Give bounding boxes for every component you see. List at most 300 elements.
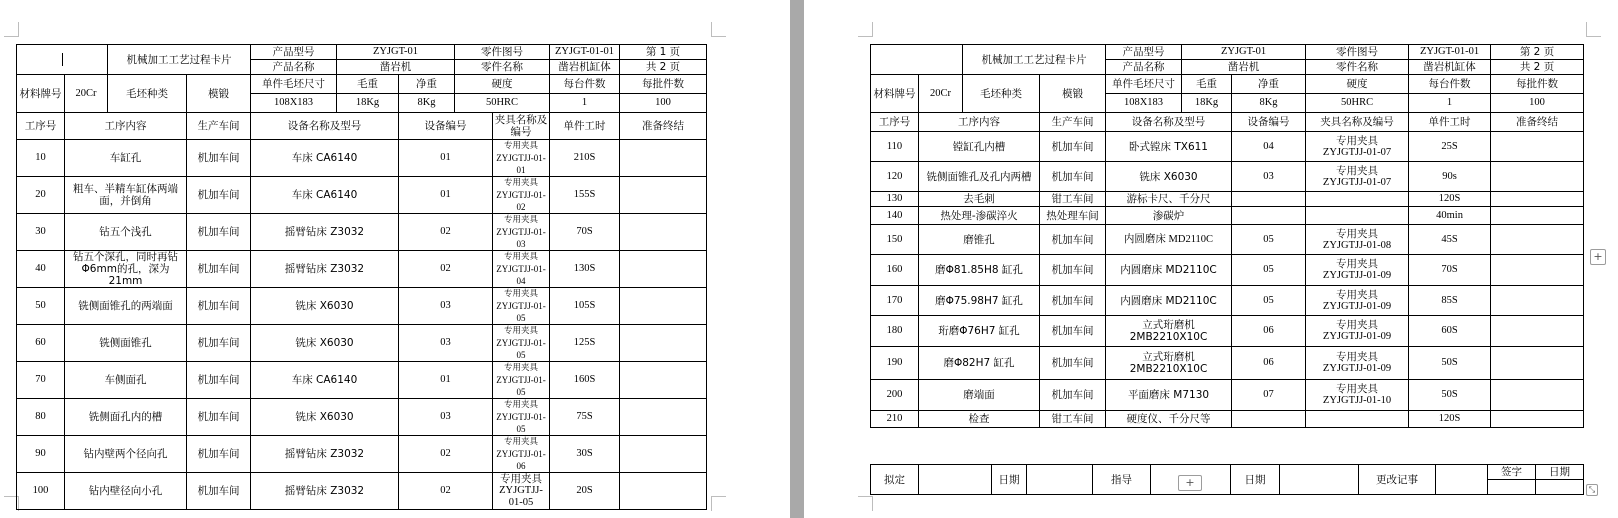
op-fixture (493, 251, 550, 288)
op-fixture (493, 140, 550, 177)
op-fixture (493, 177, 550, 214)
op-shop: 钳工车间 (1040, 411, 1106, 428)
op-equipment-no (1232, 207, 1306, 225)
hardness: 50HRC (455, 94, 550, 113)
table-row (871, 347, 1584, 380)
op-equipment-no: 05 (1232, 286, 1306, 316)
fixture-type: 专用夹具 (1336, 288, 1379, 301)
fixture-type: 专用夹具 (503, 437, 538, 447)
op-content: 铣侧面锥孔及孔内两槽 (919, 162, 1040, 192)
op-content: 钻五个浅孔 (65, 214, 187, 251)
page-number: 第 2 页 (1491, 45, 1584, 60)
blank-size: 108X183 (1106, 94, 1182, 113)
op-no: 120 (871, 162, 919, 192)
op-no: 60 (17, 325, 65, 362)
op-shop: 机加车间 (1040, 286, 1106, 316)
op-prep-time (620, 177, 707, 214)
table-row (17, 325, 707, 362)
table-row (871, 162, 1584, 192)
product-name-label: 产品名称 (251, 60, 337, 75)
op-no: 100 (17, 473, 65, 510)
op-fixture (493, 325, 550, 362)
op-equipment: 渗碳炉 (1106, 207, 1232, 225)
fixture-type: 专用夹具 (1336, 351, 1379, 363)
op-equipment-no: 01 (399, 140, 493, 177)
op-prep-time (1491, 162, 1584, 192)
op-prep-time (1491, 316, 1584, 347)
header-unit-time: 单件工时 (1409, 113, 1491, 132)
material-label: 材料牌号 (871, 75, 919, 113)
material: 20Cr (919, 75, 963, 113)
op-equipment: 立式珩磨机 2MB2210X10C (1106, 316, 1232, 347)
blank-type-label: 毛坯种类 (963, 75, 1040, 113)
table-row (871, 316, 1584, 347)
op-equipment: 铣床 X6030 (251, 399, 399, 436)
resize-handle-icon[interactable]: ⤡ (1586, 484, 1598, 496)
op-fixture (1306, 132, 1409, 162)
op-unit-time: 155S (550, 177, 620, 214)
op-shop: 机加车间 (187, 362, 251, 399)
per-batch: 100 (1491, 94, 1584, 113)
header-op-no: 工序号 (17, 113, 65, 140)
op-equipment-no: 06 (1232, 316, 1306, 347)
op-shop: 机加车间 (1040, 255, 1106, 286)
op-equipment: 摇臂钻床 Z3032 (251, 214, 399, 251)
header-op-content: 工序内容 (919, 113, 1040, 132)
op-prep-time (1491, 286, 1584, 316)
op-shop: 机加车间 (1040, 380, 1106, 411)
net-weight-label: 净重 (1232, 75, 1306, 94)
op-shop: 机加车间 (1040, 225, 1106, 255)
fixture-type: 专用夹具 (503, 400, 538, 410)
fixture-type: 专用夹具 (503, 289, 538, 299)
op-shop: 机加车间 (187, 140, 251, 177)
fixture-code: ZYJGTJJ-01-02 (496, 190, 546, 212)
op-fixture (1306, 225, 1409, 255)
op-equipment-no: 01 (399, 177, 493, 214)
op-content: 检查 (919, 411, 1040, 428)
fixture-type: 专用夹具 (503, 178, 538, 188)
op-equipment: 内圆磨床 MD2110C (1106, 286, 1232, 316)
add-row-icon[interactable]: + (1178, 475, 1202, 491)
fixture-code: ZYJGTJJ-01-05 (496, 412, 546, 434)
op-no: 40 (17, 251, 65, 288)
op-equipment: 内圆磨床 MD2110C (1106, 225, 1232, 255)
text-cursor (62, 53, 63, 66)
op-shop: 机加车间 (187, 399, 251, 436)
guide-label: 指导 (1093, 465, 1151, 495)
page-total: 共 2 页 (620, 60, 707, 75)
change-log-value[interactable] (1436, 465, 1488, 495)
table-row (871, 132, 1584, 162)
op-content: 磨锥孔 (919, 225, 1040, 255)
fixture-code: ZYJGTJJ-01-07 (1322, 176, 1392, 188)
change-log-label: 更改记事 (1359, 465, 1436, 495)
op-equipment-no: 02 (399, 436, 493, 473)
fixture-type: 专用夹具 (1336, 164, 1379, 177)
logo-cell[interactable] (871, 45, 963, 75)
fixture-type: 专用夹具 (1336, 258, 1379, 270)
gross-weight: 18Kg (1182, 94, 1232, 113)
date-label: 日期 (1231, 465, 1280, 495)
op-prep-time (620, 473, 707, 510)
op-content: 磨端面 (919, 380, 1040, 411)
op-equipment-no: 04 (1232, 132, 1306, 162)
per-batch: 100 (620, 94, 707, 113)
op-unit-time: 45S (1409, 225, 1491, 255)
op-equipment-no: 02 (399, 251, 493, 288)
logo-cell[interactable] (17, 45, 108, 75)
fixture-type: 专用夹具 (503, 215, 538, 225)
fixture-code: ZYJGTJJ-01-05 (496, 301, 546, 323)
op-unit-time: 105S (550, 288, 620, 325)
material: 20Cr (65, 75, 108, 113)
op-no: 110 (871, 132, 919, 162)
table-row (871, 255, 1584, 286)
op-equipment-no: 03 (399, 288, 493, 325)
op-fixture (1306, 162, 1409, 192)
date-label: 日期 (1536, 465, 1584, 480)
product-model: ZYJGT-01 (1182, 45, 1306, 60)
product-name-label: 产品名称 (1106, 60, 1182, 75)
header-equipment: 设备名称及型号 (1106, 113, 1232, 132)
op-fixture (1306, 207, 1409, 225)
op-unit-time: 70S (1409, 255, 1491, 286)
op-equipment-no: 05 (1232, 225, 1306, 255)
op-equipment-no (1232, 411, 1306, 428)
op-prep-time (1491, 192, 1584, 207)
op-no: 50 (17, 288, 65, 325)
header-fixture: 夹具名称及编号 (1306, 113, 1409, 132)
op-no: 140 (871, 207, 919, 225)
op-equipment-no (1232, 192, 1306, 207)
table-row (17, 362, 707, 399)
blank-type: 模锻 (1040, 75, 1106, 113)
op-content: 去毛刺 (919, 192, 1040, 207)
gross-weight: 18Kg (337, 94, 399, 113)
op-equipment-no: 07 (1232, 380, 1306, 411)
op-unit-time: 160S (550, 362, 620, 399)
op-fixture (1306, 255, 1409, 286)
op-unit-time: 70S (550, 214, 620, 251)
op-equipment: 硬度仪、千分尺等 (1106, 411, 1232, 428)
part-name: 凿岩机缸体 (1409, 60, 1491, 75)
op-equipment: 摇臂钻床 Z3032 (251, 251, 399, 288)
op-prep-time (1491, 411, 1584, 428)
op-unit-time: 50S (1409, 380, 1491, 411)
signoff-row (870, 464, 1584, 495)
crop-mark (858, 22, 873, 37)
crop-mark (711, 496, 726, 511)
op-fixture (493, 399, 550, 436)
product-model: ZYJGT-01 (337, 45, 455, 60)
op-content: 车侧面孔 (65, 362, 187, 399)
op-content: 铣侧面孔内的槽 (65, 399, 187, 436)
fixture-code: ZYJGTJJ-01-03 (496, 227, 546, 249)
op-shop: 热处理车间 (1040, 207, 1106, 225)
fixture-type: 专用夹具 (1336, 134, 1379, 147)
card-title: 机械加工工艺过程卡片 (108, 45, 251, 75)
card-title: 机械加工工艺过程卡片 (963, 45, 1106, 75)
material-label: 材料牌号 (17, 75, 65, 113)
table-row (871, 411, 1584, 428)
fixture-code: ZYJGTJJ-01-05 (496, 338, 546, 360)
op-equipment-no: 03 (1232, 162, 1306, 192)
page-total: 共 2 页 (1491, 60, 1584, 75)
fixture-type: 专用夹具 (1336, 383, 1379, 395)
table-row (17, 177, 707, 214)
hardness: 50HRC (1306, 94, 1409, 113)
op-prep-time (1491, 380, 1584, 411)
sign-date-value[interactable] (1536, 480, 1584, 495)
op-no: 130 (871, 192, 919, 207)
header-prep-time: 准备终结 (1491, 113, 1584, 132)
blank-size: 108X183 (251, 94, 337, 113)
fixture-code: ZYJGTJJ-01-09 (1322, 331, 1392, 342)
table-row (17, 140, 707, 177)
table-row (871, 207, 1584, 225)
table-row (17, 473, 707, 510)
op-content: 钻内壁两个径向孔 (65, 436, 187, 473)
op-shop: 机加车间 (1040, 162, 1106, 192)
op-unit-time: 90s (1409, 162, 1491, 192)
gross-weight-label: 毛重 (1182, 75, 1232, 94)
net-weight: 8Kg (1232, 94, 1306, 113)
part-name-label: 零件名称 (455, 60, 550, 75)
op-unit-time: 85S (1409, 286, 1491, 316)
op-content: 铣侧面锥孔的两端面 (65, 288, 187, 325)
sign-value[interactable] (1488, 480, 1536, 495)
product-model-label: 产品型号 (1106, 45, 1182, 60)
per-batch-label: 每批件数 (620, 75, 707, 94)
op-fixture (1306, 347, 1409, 380)
op-prep-time (620, 325, 707, 362)
op-equipment: 卧式镗床 TX611 (1106, 132, 1232, 162)
op-no: 10 (17, 140, 65, 177)
op-content: 钻五个深孔，同时再钻Φ6mm的孔，深为21mm (65, 251, 187, 288)
fixture-code: ZYJGTJJ-01-09 (1322, 270, 1392, 281)
op-shop: 机加车间 (187, 325, 251, 362)
op-no: 150 (871, 225, 919, 255)
fixture-code: ZYJGTJJ-01-01 (496, 153, 546, 175)
table-row (871, 225, 1584, 255)
op-prep-time (620, 214, 707, 251)
part-no-label: 零件图号 (455, 45, 550, 60)
fixture-type: 专用夹具 (503, 363, 538, 373)
op-prep-time (1491, 207, 1584, 225)
product-name: 凿岩机 (337, 60, 455, 75)
op-equipment-no: 05 (1232, 255, 1306, 286)
header-op-no: 工序号 (871, 113, 919, 132)
op-unit-time: 130S (550, 251, 620, 288)
process-card-page-1 (16, 44, 707, 510)
header-prep-time: 准备终结 (620, 113, 707, 140)
part-name-label: 零件名称 (1306, 60, 1409, 75)
draft-label: 拟定 (871, 465, 919, 495)
op-shop: 机加车间 (187, 214, 251, 251)
op-content: 磨Φ82H7 缸孔 (919, 347, 1040, 380)
op-equipment: 立式珩磨机 2MB2210X10C (1106, 347, 1232, 380)
op-equipment: 摇臂钻床 Z3032 (251, 473, 399, 510)
op-unit-time: 25S (1409, 132, 1491, 162)
fixture-code: ZYJGTJJ-01-04 (496, 264, 546, 286)
header-fixture: 夹具名称及编号 (493, 113, 550, 140)
table-row (17, 288, 707, 325)
header-equipment-no: 设备编号 (399, 113, 493, 140)
fixture-type: 专用夹具 (503, 252, 538, 262)
blank-type-label: 毛坯种类 (108, 75, 187, 113)
op-equipment: 平面磨床 M7130 (1106, 380, 1232, 411)
draft-value[interactable] (919, 465, 992, 495)
op-equipment-no: 02 (399, 214, 493, 251)
op-equipment: 游标卡尺、千分尺 (1106, 192, 1232, 207)
op-equipment: 车床 CA6140 (251, 362, 399, 399)
per-machine: 1 (550, 94, 620, 113)
op-equipment-no: 03 (399, 399, 493, 436)
table-row (17, 251, 707, 288)
header-unit-time: 单件工时 (550, 113, 620, 140)
op-unit-time: 60S (1409, 316, 1491, 347)
page-divider (790, 0, 804, 518)
op-fixture (493, 362, 550, 399)
part-no-label: 零件图号 (1306, 45, 1409, 60)
fixture-type: 专用夹具 (500, 473, 542, 485)
op-fixture (493, 288, 550, 325)
table-row (871, 380, 1584, 411)
op-shop: 钳工车间 (1040, 192, 1106, 207)
op-equipment: 车床 CA6140 (251, 177, 399, 214)
op-shop: 机加车间 (187, 251, 251, 288)
net-weight: 8Kg (399, 94, 455, 113)
op-prep-time (1491, 255, 1584, 286)
blank-type: 模锻 (187, 75, 251, 113)
op-equipment-no: 03 (399, 325, 493, 362)
op-no: 170 (871, 286, 919, 316)
header-equipment: 设备名称及型号 (251, 113, 399, 140)
op-no: 190 (871, 347, 919, 380)
op-equipment-no: 01 (399, 362, 493, 399)
table-row (871, 286, 1584, 316)
op-equipment: 摇臂钻床 Z3032 (251, 436, 399, 473)
op-fixture (1306, 192, 1409, 207)
op-unit-time: 50S (1409, 347, 1491, 380)
header-shop: 生产车间 (1040, 113, 1106, 132)
op-equipment-no: 06 (1232, 347, 1306, 380)
fixture-code: ZYJGTJJ-01-06 (496, 449, 546, 471)
op-no: 80 (17, 399, 65, 436)
fixture-code: ZYJGTJJ-01-07 (1322, 146, 1392, 158)
part-name: 凿岩机缸体 (550, 60, 620, 75)
op-unit-time: 125S (550, 325, 620, 362)
fixture-code: ZYJGTJJ-01-09 (1322, 300, 1392, 312)
op-no: 160 (871, 255, 919, 286)
op-no: 30 (17, 214, 65, 251)
op-shop: 机加车间 (187, 473, 251, 510)
op-no: 180 (871, 316, 919, 347)
op-shop: 机加车间 (1040, 316, 1106, 347)
blank-size-label: 单件毛坯尺寸 (1106, 75, 1182, 94)
page-number: 第 1 页 (620, 45, 707, 60)
op-no: 90 (17, 436, 65, 473)
op-prep-time (620, 140, 707, 177)
op-no: 20 (17, 177, 65, 214)
op-content: 粗车、半精车缸体两端面，并倒角 (65, 177, 187, 214)
process-card-page-2 (870, 44, 1584, 428)
op-no: 210 (871, 411, 919, 428)
per-batch-label: 每批件数 (1491, 75, 1584, 94)
op-prep-time (1491, 225, 1584, 255)
op-prep-time (1491, 132, 1584, 162)
blank-size-label: 单件毛坯尺寸 (251, 75, 337, 94)
op-content: 磨Φ81.85H8 缸孔 (919, 255, 1040, 286)
per-machine-label: 每台件数 (1409, 75, 1491, 94)
op-unit-time: 120S (1409, 192, 1491, 207)
op-shop: 机加车间 (187, 288, 251, 325)
header-op-content: 工序内容 (65, 113, 187, 140)
op-prep-time (620, 436, 707, 473)
op-content: 磨Φ75.98H7 缸孔 (919, 286, 1040, 316)
hardness-label: 硬度 (455, 75, 550, 94)
op-prep-time (620, 362, 707, 399)
op-no: 70 (17, 362, 65, 399)
op-fixture (1306, 316, 1409, 347)
op-equipment: 车床 CA6140 (251, 140, 399, 177)
table-row (17, 399, 707, 436)
add-column-icon[interactable]: + (1590, 249, 1606, 265)
op-shop: 机加车间 (1040, 132, 1106, 162)
part-no: ZYJGT-01-01 (1409, 45, 1491, 60)
op-content: 钻内壁径向小孔 (65, 473, 187, 510)
op-unit-time: 30S (550, 436, 620, 473)
op-content: 铣侧面锥孔 (65, 325, 187, 362)
per-machine: 1 (1409, 94, 1491, 113)
fixture-type: 专用夹具 (1336, 319, 1379, 331)
net-weight-label: 净重 (399, 75, 455, 94)
draft-date-value[interactable] (1027, 465, 1093, 495)
guide-date-value[interactable] (1280, 465, 1359, 495)
gross-weight-label: 毛重 (337, 75, 399, 94)
fixture-code: ZYJGTJJ-01-10 (1322, 395, 1392, 406)
header-shop: 生产车间 (187, 113, 251, 140)
part-no: ZYJGT-01-01 (550, 45, 620, 60)
op-unit-time: 210S (550, 140, 620, 177)
fixture-code: ZYJGTJJ-01-05 (496, 375, 546, 397)
op-fixture (1306, 380, 1409, 411)
date-label: 日期 (992, 465, 1027, 495)
op-prep-time (1491, 347, 1584, 380)
op-unit-time: 120S (1409, 411, 1491, 428)
header-equipment-no: 设备编号 (1232, 113, 1306, 132)
op-equipment: 铣床 X6030 (251, 288, 399, 325)
crop-mark (711, 22, 726, 37)
op-unit-time: 40min (1409, 207, 1491, 225)
fixture-type: 专用夹具 (1336, 227, 1379, 240)
fixture-code: ZYJGTJJ-01-08 (1322, 239, 1392, 251)
fixture-type: 专用夹具 (503, 141, 538, 151)
hardness-label: 硬度 (1306, 75, 1409, 94)
op-shop: 机加车间 (187, 177, 251, 214)
op-fixture (493, 214, 550, 251)
op-fixture (493, 473, 550, 510)
crop-mark (1586, 22, 1601, 37)
op-prep-time (620, 251, 707, 288)
op-fixture (493, 436, 550, 473)
fixture-code: ZYJGTJJ-01-09 (1322, 363, 1392, 374)
op-fixture (1306, 286, 1409, 316)
table-row (17, 436, 707, 473)
op-content: 珩磨Φ76H7 缸孔 (919, 316, 1040, 347)
table-row (871, 192, 1584, 207)
